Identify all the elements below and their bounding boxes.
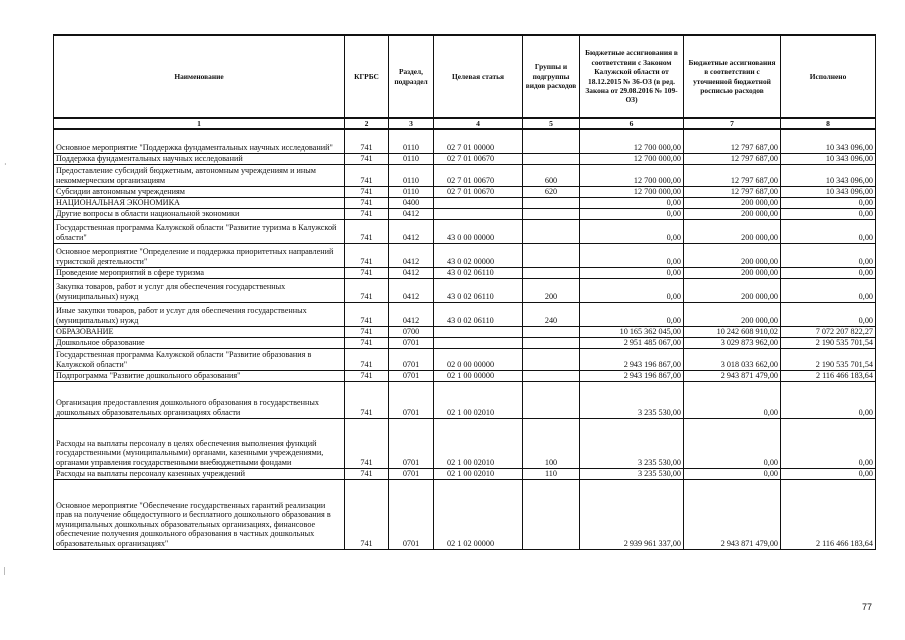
row-target: 02 1 00 02010 (434, 468, 523, 479)
row-kgrbs: 741 (345, 153, 389, 164)
row-budget-law: 3 235 530,00 (580, 381, 684, 418)
table-row (54, 243, 876, 267)
row-group: 100 (523, 418, 580, 468)
row-executed: 10 343 096,00 (781, 153, 876, 164)
row-section: 0701 (389, 418, 434, 468)
table-row (54, 348, 876, 370)
row-budget-refined: 3 029 873 962,00 (684, 337, 781, 348)
header-budget-law: Бюджетные ассигнования в соответствии с Законом Калужской области от 18.12.2015 № 36-ОЗ (в ред. Закона от 29.08.2016 № 109-ОЗ) (580, 35, 684, 118)
row-section: 0701 (389, 370, 434, 381)
row-executed: 0,00 (781, 208, 876, 219)
row-executed: 10 343 096,00 (781, 164, 876, 186)
row-budget-law: 3 235 530,00 (580, 418, 684, 468)
row-executed: 0,00 (781, 243, 876, 267)
table-row (54, 197, 876, 208)
row-group (523, 243, 580, 267)
row-target (434, 197, 523, 208)
row-executed: 0,00 (781, 418, 876, 468)
row-group (523, 326, 580, 337)
column-number: 4 (434, 118, 523, 129)
row-target: 43 0 02 06110 (434, 302, 523, 326)
row-executed: 2 190 535 701,54 (781, 348, 876, 370)
row-target (434, 326, 523, 337)
row-budget-refined: 12 797 687,00 (684, 186, 781, 197)
column-number: 2 (345, 118, 389, 129)
row-name: Подпрограмма "Развитие дошкольного образования" (54, 370, 345, 381)
table-row (54, 267, 876, 278)
row-budget-refined: 200 000,00 (684, 197, 781, 208)
row-group (523, 197, 580, 208)
row-group: 240 (523, 302, 580, 326)
row-name: Основное мероприятие "Поддержка фундаментальных научных исследований" (54, 129, 345, 153)
column-number-row (54, 118, 876, 129)
row-name: Поддержка фундаментальных научных исследований (54, 153, 345, 164)
row-target: 02 0 00 00000 (434, 348, 523, 370)
row-section: 0400 (389, 197, 434, 208)
row-executed: 0,00 (781, 197, 876, 208)
row-executed: 10 343 096,00 (781, 186, 876, 197)
row-section: 0110 (389, 164, 434, 186)
row-kgrbs: 741 (345, 243, 389, 267)
row-name: Основное мероприятие "Обеспечение государственных гарантий реализации прав на получение общедоступного и бесплатного дошкольного образования в муниципальных дошкольных образовательных организациях, финансовое обеспечение получения дошкольного образования в частных дошкольных образовательных организациях" (54, 479, 345, 549)
row-budget-law: 3 235 530,00 (580, 468, 684, 479)
table-row (54, 418, 876, 468)
row-kgrbs: 741 (345, 370, 389, 381)
table-row (54, 164, 876, 186)
row-target: 02 1 00 00000 (434, 370, 523, 381)
row-kgrbs: 741 (345, 337, 389, 348)
row-group (523, 153, 580, 164)
row-section: 0701 (389, 479, 434, 549)
row-budget-law: 12 700 000,00 (580, 164, 684, 186)
row-name: Субсидии автономным учреждениям (54, 186, 345, 197)
table-row (54, 153, 876, 164)
row-group: 600 (523, 164, 580, 186)
row-group (523, 267, 580, 278)
row-kgrbs: 741 (345, 219, 389, 243)
row-target: 02 7 01 00670 (434, 164, 523, 186)
row-target: 43 0 00 00000 (434, 219, 523, 243)
row-budget-refined: 12 797 687,00 (684, 164, 781, 186)
row-section: 0701 (389, 337, 434, 348)
row-budget-refined: 200 000,00 (684, 302, 781, 326)
row-budget-law: 2 951 485 067,00 (580, 337, 684, 348)
row-group (523, 208, 580, 219)
table-row (54, 326, 876, 337)
row-budget-law: 12 700 000,00 (580, 186, 684, 197)
row-budget-law: 0,00 (580, 302, 684, 326)
row-name: Закупка товаров, работ и услуг для обеспечения государственных (муниципальных) нужд (54, 278, 345, 302)
row-budget-refined: 0,00 (684, 381, 781, 418)
scan-mark: · (4, 160, 7, 169)
row-target: 43 0 02 00000 (434, 243, 523, 267)
row-section: 0701 (389, 468, 434, 479)
header-section: Раздел, подраздел (389, 35, 434, 118)
row-kgrbs: 741 (345, 164, 389, 186)
row-executed: 0,00 (781, 468, 876, 479)
column-number: 7 (684, 118, 781, 129)
table-row (54, 219, 876, 243)
row-name: Основное мероприятие "Определение и поддержка приоритетных направлений туристской деятельности" (54, 243, 345, 267)
row-name: Государственная программа Калужской области "Развитие туризма в Калужской области" (54, 219, 345, 243)
row-executed: 2 116 466 183,64 (781, 479, 876, 549)
table-row (54, 302, 876, 326)
row-budget-refined: 200 000,00 (684, 219, 781, 243)
row-budget-law: 10 165 362 045,00 (580, 326, 684, 337)
row-section: 0701 (389, 381, 434, 418)
table-row (54, 129, 876, 153)
table-row (54, 278, 876, 302)
row-name: НАЦИОНАЛЬНАЯ ЭКОНОМИКА (54, 197, 345, 208)
row-name: Дошкольное образование (54, 337, 345, 348)
row-section: 0412 (389, 278, 434, 302)
header-groups: Группы и подгруппы видов расходов (523, 35, 580, 118)
row-group (523, 381, 580, 418)
row-executed: 10 343 096,00 (781, 129, 876, 153)
header-target: Целевая статья (434, 35, 523, 118)
row-section: 0412 (389, 208, 434, 219)
row-name: Предоставление субсидий бюджетным, автономным учреждениям и иным некоммерческим организациям (54, 164, 345, 186)
row-name: Другие вопросы в области национальной экономики (54, 208, 345, 219)
row-budget-refined: 3 018 033 662,00 (684, 348, 781, 370)
row-budget-refined: 200 000,00 (684, 278, 781, 302)
row-section: 0412 (389, 219, 434, 243)
row-budget-refined: 2 943 871 479,00 (684, 479, 781, 549)
row-group (523, 219, 580, 243)
header-name: Наименование (54, 35, 345, 118)
row-group: 110 (523, 468, 580, 479)
column-number: 8 (781, 118, 876, 129)
row-kgrbs: 741 (345, 129, 389, 153)
row-budget-law: 12 700 000,00 (580, 153, 684, 164)
row-kgrbs: 741 (345, 278, 389, 302)
row-section: 0701 (389, 348, 434, 370)
row-kgrbs: 741 (345, 197, 389, 208)
row-target: 02 1 02 00000 (434, 479, 523, 549)
row-budget-law: 2 939 961 337,00 (580, 479, 684, 549)
row-section: 0412 (389, 267, 434, 278)
table-row (54, 337, 876, 348)
row-kgrbs: 741 (345, 186, 389, 197)
row-budget-law: 2 943 196 867,00 (580, 370, 684, 381)
row-target: 43 0 02 06110 (434, 267, 523, 278)
row-group (523, 479, 580, 549)
row-budget-refined: 12 797 687,00 (684, 153, 781, 164)
header-kgrbs: КГРБС (345, 35, 389, 118)
row-budget-refined: 2 943 871 479,00 (684, 370, 781, 381)
column-number: 6 (580, 118, 684, 129)
scan-mark: | (4, 566, 6, 575)
row-section: 0110 (389, 186, 434, 197)
row-group: 200 (523, 278, 580, 302)
row-target: 02 7 01 00000 (434, 129, 523, 153)
row-name: Расходы на выплаты персоналу в целях обеспечения выполнения функций государственными (муниципальными) органами, казенными учреждениями, органами управления государственными внебюджетными фондами (54, 418, 345, 468)
row-group (523, 348, 580, 370)
row-name: Расходы на выплаты персоналу казенных учреждений (54, 468, 345, 479)
header-executed: Исполнено (781, 35, 876, 118)
table-row (54, 479, 876, 549)
row-target (434, 337, 523, 348)
row-budget-refined: 0,00 (684, 418, 781, 468)
row-group (523, 337, 580, 348)
row-group (523, 129, 580, 153)
row-group: 620 (523, 186, 580, 197)
row-target: 02 1 00 02010 (434, 381, 523, 418)
column-number: 1 (54, 118, 345, 129)
row-kgrbs: 741 (345, 381, 389, 418)
row-target: 02 7 01 00670 (434, 186, 523, 197)
row-executed: 7 072 207 822,27 (781, 326, 876, 337)
row-kgrbs: 741 (345, 418, 389, 468)
table-row (54, 381, 876, 418)
budget-execution-table (53, 34, 876, 550)
row-section: 0110 (389, 129, 434, 153)
row-name: Государственная программа Калужской области "Развитие образования в Калужской области" (54, 348, 345, 370)
row-budget-refined: 0,00 (684, 468, 781, 479)
table-row (54, 468, 876, 479)
row-target (434, 208, 523, 219)
row-budget-law: 2 943 196 867,00 (580, 348, 684, 370)
row-budget-law: 0,00 (580, 243, 684, 267)
row-kgrbs: 741 (345, 326, 389, 337)
row-executed: 0,00 (781, 278, 876, 302)
row-budget-law: 0,00 (580, 208, 684, 219)
row-executed: 0,00 (781, 219, 876, 243)
row-executed: 0,00 (781, 381, 876, 418)
row-kgrbs: 741 (345, 208, 389, 219)
row-kgrbs: 741 (345, 348, 389, 370)
table-row (54, 370, 876, 381)
row-kgrbs: 741 (345, 267, 389, 278)
row-budget-refined: 200 000,00 (684, 243, 781, 267)
row-section: 0700 (389, 326, 434, 337)
row-kgrbs: 741 (345, 468, 389, 479)
row-executed: 2 116 466 183,64 (781, 370, 876, 381)
row-budget-law: 0,00 (580, 197, 684, 208)
row-budget-refined: 10 242 608 910,02 (684, 326, 781, 337)
row-budget-law: 12 700 000,00 (580, 129, 684, 153)
row-target: 02 1 00 02010 (434, 418, 523, 468)
row-budget-refined: 200 000,00 (684, 208, 781, 219)
row-name: Иные закупки товаров, работ и услуг для обеспечения государственных (муниципальных) нужд (54, 302, 345, 326)
header-budget-refined: Бюджетные ассигнования в соответствии с уточненной бюджетной росписью расходов (684, 35, 781, 118)
row-section: 0110 (389, 153, 434, 164)
row-kgrbs: 741 (345, 479, 389, 549)
row-target: 02 7 01 00670 (434, 153, 523, 164)
row-executed: 0,00 (781, 302, 876, 326)
budget-table-sheet (53, 34, 875, 550)
column-number: 3 (389, 118, 434, 129)
page-number: 77 (862, 602, 873, 612)
row-target: 43 0 02 06110 (434, 278, 523, 302)
column-number: 5 (523, 118, 580, 129)
row-executed: 0,00 (781, 267, 876, 278)
row-section: 0412 (389, 243, 434, 267)
row-group (523, 370, 580, 381)
row-budget-law: 0,00 (580, 278, 684, 302)
row-section: 0412 (389, 302, 434, 326)
row-budget-law: 0,00 (580, 267, 684, 278)
table-header-row (54, 35, 876, 118)
row-executed: 2 190 535 701,54 (781, 337, 876, 348)
row-kgrbs: 741 (345, 302, 389, 326)
row-name: ОБРАЗОВАНИЕ (54, 326, 345, 337)
table-row (54, 208, 876, 219)
row-budget-law: 0,00 (580, 219, 684, 243)
row-name: Проведение мероприятий в сфере туризма (54, 267, 345, 278)
row-budget-refined: 200 000,00 (684, 267, 781, 278)
row-budget-refined: 12 797 687,00 (684, 129, 781, 153)
table-row (54, 186, 876, 197)
row-name: Организация предоставления дошкольного образования в государственных дошкольных образовательных организациях области (54, 381, 345, 418)
